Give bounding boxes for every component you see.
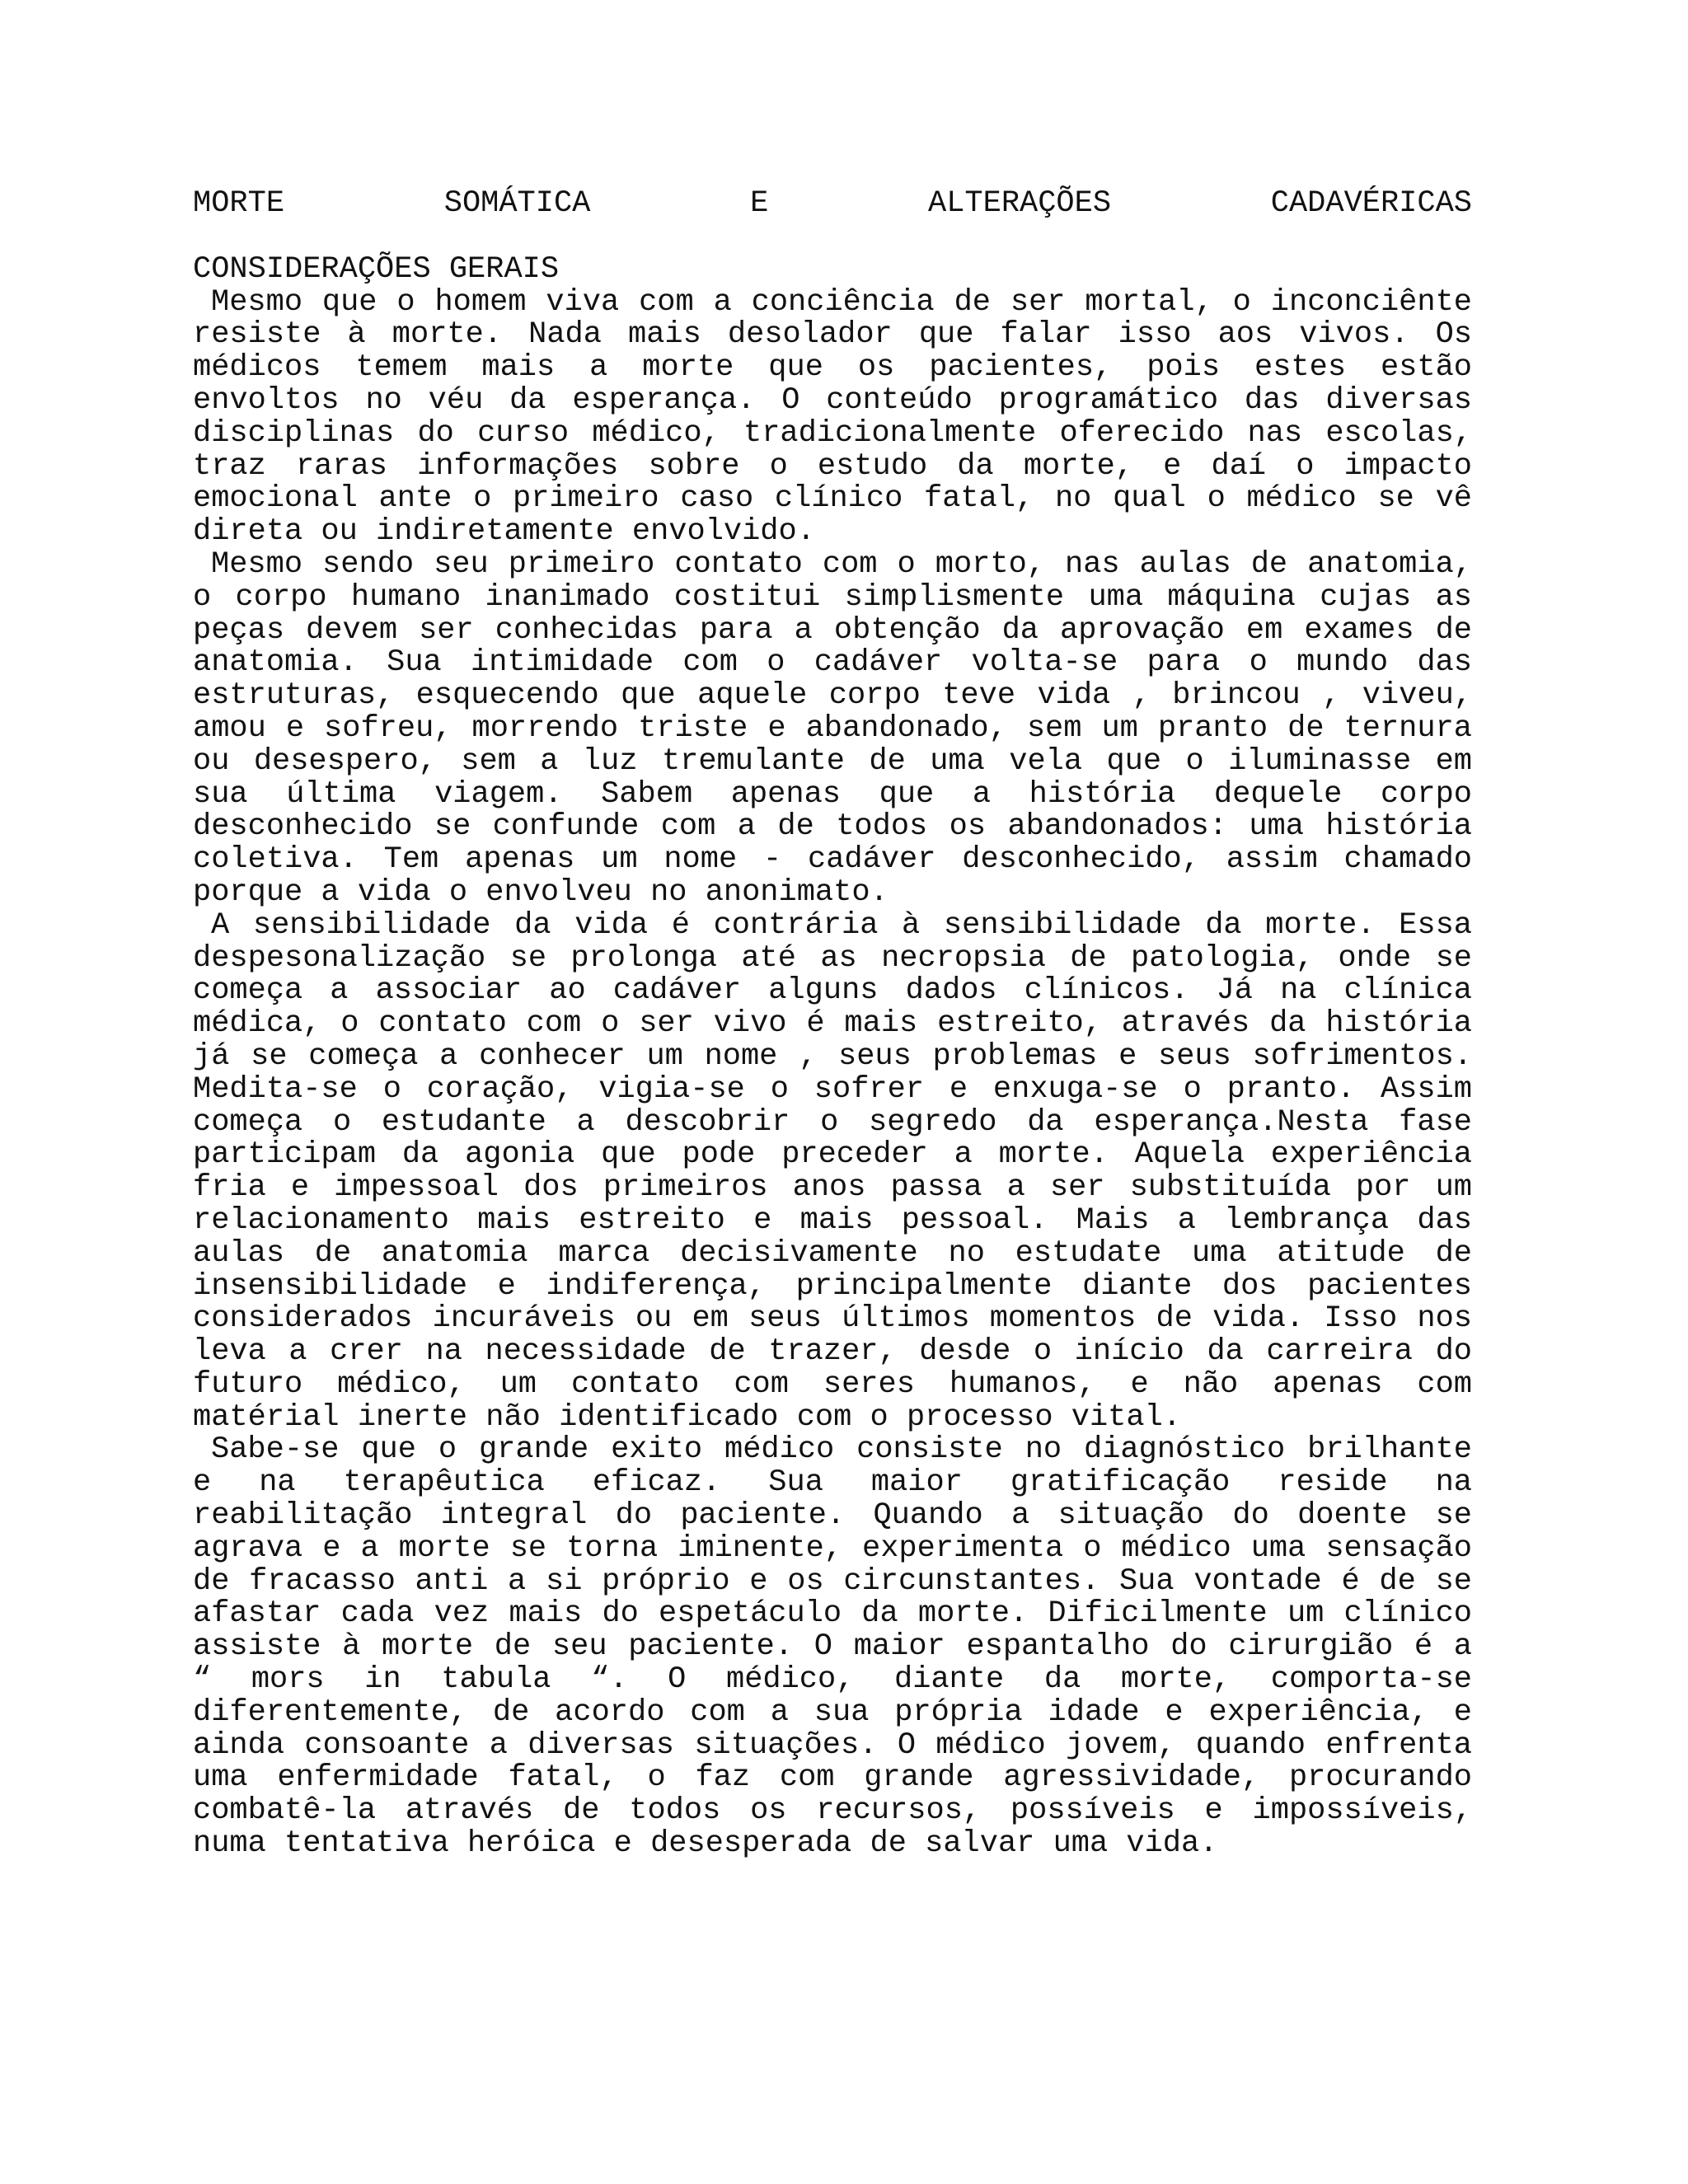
section-heading: CONSIDERAÇÕES GERAIS — [193, 251, 560, 287]
title-word: CADAVÉRICAS — [1270, 186, 1472, 221]
document-title — [193, 188, 1472, 221]
title-word: MORTE — [193, 186, 285, 221]
paragraph-4: Sabe-se que o grande exito médico consiste no diagnóstico brilhante e na terapêutica eficaz. Sua maior gratificação reside na reabilitação integral do paciente. Quando a situação do doente se agrava e a morte se torna iminente, experimenta o médico uma sensação de fracasso anti a si próprio e os circunstantes. Sua vontade é de se afastar cada vez mais do espetáculo da morte. Dificilmente um clínico assiste à morte de seu paciente. O maior espantalho do cirurgião é a “ mors in tabula “. O médico, diante da morte, comporta-se diferentemente, de acordo com a sua própria idade e experiência, e ainda consoante a diversas situações. O médico jovem, quando enfrenta uma enfermidade fatal, o faz com grande agressividade, procurando combatê-la através de todos os recursos, possíveis e impossíveis, numa tentativa heróica e desesperada de salvar uma vida. — [193, 1432, 1472, 1862]
title-word: E — [750, 186, 769, 221]
document-page — [193, 188, 1472, 1861]
paragraph-3: A sensibilidade da vida é contrária à sensibilidade da morte. Essa despesonalização se prolonga até as necropsia de patologia, onde se começa a associar ao cadáver alguns dados clínicos. Já na clínica médica, o contato com o ser vivo é mais estreito, através da história já se começa a conhecer um nome , seus problemas e seus sofrimentos. Medita-se o coração, vigia-se o sofrer e enxuga-se o pranto. Assim começa o estudante a descobrir o segredo da esperança.Nesta fase participam da agonia que pode preceder a morte. Aquela experiência fria e impessoal dos primeiros anos passa a ser substituída por um relacionamento mais estreito e mais pessoal. Mais a lembrança das aulas de anatomia marca decisivamente no estudate uma atitude de insensibilidade e indiferença, principalmente diante dos pacientes considerados incuráveis ou em seus últimos momentos de vida. Isso nos leva a crer na necessidade de trazer, desde o início da carreira do futuro médico, um contato com seres humanos, e não apenas com matérial inerte não identificado com o processo vital. — [193, 907, 1472, 1435]
paragraph-1: Mesmo que o homem viva com a conciência de ser mortal, o inconciênte resiste à morte. Nada mais desolador que falar isso aos vivos. Os médicos temem mais a morte que os pacientes, pois estes estão envoltos no véu da esperança. O conteúdo programático das diversas disciplinas do curso médico, tradicionalmente oferecido nas escolas, traz raras informações sobre o estudo da morte, e daí o impacto emocional ante o primeiro caso clínico fatal, no qual o médico se vê direta ou indiretamente envolvido. — [193, 284, 1472, 550]
title-word: SOMÁTICA — [443, 186, 591, 221]
title-word: ALTERAÇÕES — [928, 186, 1112, 221]
paragraph-2: Mesmo sendo seu primeiro contato com o morto, nas aulas de anatomia, o corpo humano inanimado costitui simplismente uma máquina cujas as peças devem ser conhecidas para a obtenção da aprovação em exames de anatomia. Sua intimidade com o cadáver volta-se para o mundo das estruturas, esquecendo que aquele corpo teve vida , brincou , viveu, amou e sofreu, morrendo triste e abandonado, sem um pranto de ternura ou desespero, sem a luz tremulante de uma vela que o iluminasse em sua última viagem. Sabem apenas que a história dequele corpo desconhecido se confunde com a de todos os abandonados: uma história coletiva. Tem apenas um nome - cadáver desconhecido, assim chamado porque a vida o envolveu no anonimato. — [193, 546, 1472, 910]
